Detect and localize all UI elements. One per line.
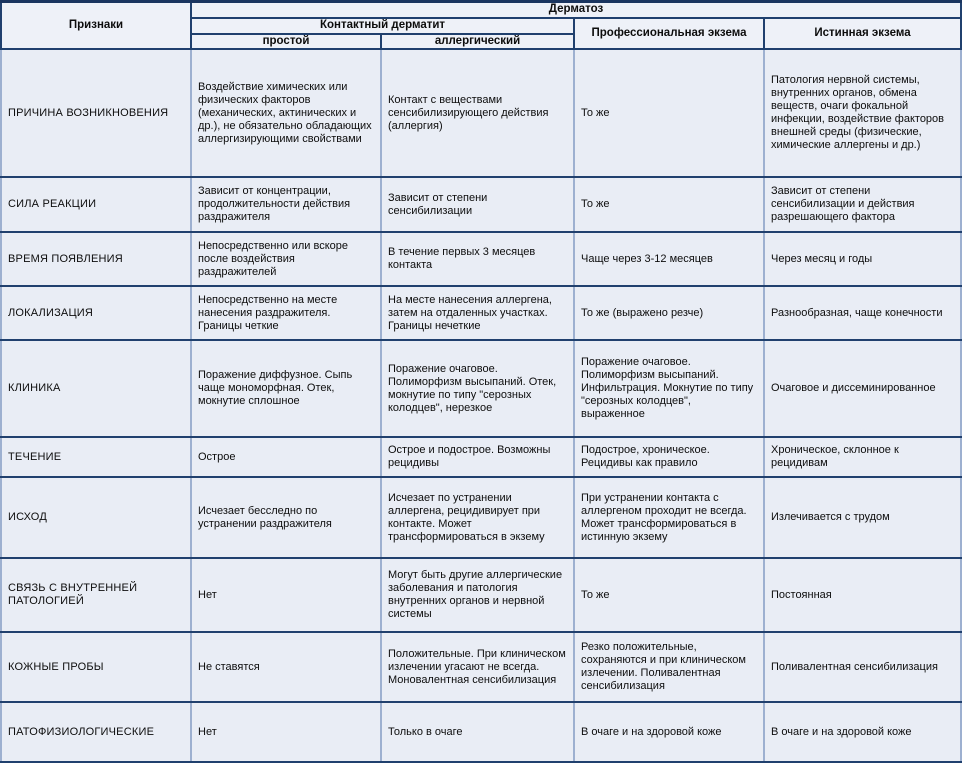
column-header-simple: простой: [191, 34, 381, 50]
column-group-dermatosis: Дерматоз: [191, 2, 961, 18]
cell-simple: Воздействие химических или физических факторов (механических, актинических и др.), не обязательно обладающих аллергизирующими свойствами: [191, 49, 381, 177]
cell-allergic: На месте нанесения аллергена, затем на отдаленных участках. Границы нечеткие: [381, 286, 574, 340]
cell-professional: То же: [574, 177, 764, 232]
cell-simple: Непосредственно или вскоре после воздействия раздражителей: [191, 232, 381, 286]
cell-true-eczema: В очаге и на здоровой коже: [764, 702, 961, 762]
table-row-onset-time: [1, 232, 961, 286]
cell-simple: Исчезает бесследно по устранении раздражителя: [191, 477, 381, 558]
table-row-pathophysiological: [1, 702, 961, 762]
row-label: ЛОКАЛИЗАЦИЯ: [1, 286, 191, 340]
cell-allergic: Зависит от степени сенсибилизации: [381, 177, 574, 232]
cell-simple: Зависит от концентрации, продолжительности действия раздражителя: [191, 177, 381, 232]
cell-simple: Поражение диффузное. Сыпь чаще мономорфная. Отек, мокнутие сплошное: [191, 340, 381, 437]
cell-professional: То же: [574, 49, 764, 177]
cell-professional: Подострое, хроническое. Рецидивы как правило: [574, 437, 764, 477]
row-label: ИСХОД: [1, 477, 191, 558]
cell-true-eczema: Очаговое и диссеминированное: [764, 340, 961, 437]
column-header-true-eczema: Истинная экзема: [764, 18, 961, 50]
table-row-reaction-strength: [1, 177, 961, 232]
cell-professional: Чаще через 3-12 месяцев: [574, 232, 764, 286]
cell-true-eczema: Постоянная: [764, 558, 961, 632]
cell-simple: Острое: [191, 437, 381, 477]
column-header-allergic: аллергический: [381, 34, 574, 50]
row-label: ВРЕМЯ ПОЯВЛЕНИЯ: [1, 232, 191, 286]
table-row-skin-tests: [1, 632, 961, 702]
cell-allergic: Поражение очаговое. Полиморфизм высыпаний. Отек, мокнутие по типу "серозных колодцев", нерезкое: [381, 340, 574, 437]
row-label: КЛИНИКА: [1, 340, 191, 437]
row-label: ПРИЧИНА ВОЗНИКНОВЕНИЯ: [1, 49, 191, 177]
cell-simple: Нет: [191, 558, 381, 632]
cell-professional: При устранении контакта с аллергеном проходит не всегда. Может трансформироваться в истинную экзему: [574, 477, 764, 558]
table-row-course: [1, 437, 961, 477]
cell-professional: То же (выражено резче): [574, 286, 764, 340]
cell-simple: Не ставятся: [191, 632, 381, 702]
cell-professional: Поражение очаговое. Полиморфизм высыпаний. Инфильтрация. Мокнутие по типу "серозных колодцев", выраженное: [574, 340, 764, 437]
cell-professional: То же: [574, 558, 764, 632]
row-label: СИЛА РЕАКЦИИ: [1, 177, 191, 232]
row-label: КОЖНЫЕ ПРОБЫ: [1, 632, 191, 702]
cell-true-eczema: Зависит от степени сенсибилизации и действия разрешающего фактора: [764, 177, 961, 232]
header-row-dermatosis: [1, 2, 961, 18]
table-row-localization: [1, 286, 961, 340]
cell-allergic: Острое и подострое. Возможны рецидивы: [381, 437, 574, 477]
cell-allergic: Контакт с веществами сенсибилизирующего действия (аллергия): [381, 49, 574, 177]
cell-allergic: Только в очаге: [381, 702, 574, 762]
cell-allergic: Положительные. При клиническом излечении угасают не всегда. Моновалентная сенсибилизация: [381, 632, 574, 702]
cell-allergic: В течение первых 3 месяцев контакта: [381, 232, 574, 286]
table-row-clinical-picture: [1, 340, 961, 437]
cell-true-eczema: Патология нервной системы, внутренних органов, обмена веществ, очаги фокальной инфекции, воздействие факторов внешней среды (физические, химические аллергены и др.): [764, 49, 961, 177]
cell-true-eczema: Поливалентная сенсибилизация: [764, 632, 961, 702]
table-row-internal-pathology-link: [1, 558, 961, 632]
cell-true-eczema: Разнообразная, чаще конечности: [764, 286, 961, 340]
table-row-outcome: [1, 477, 961, 558]
cell-simple: Нет: [191, 702, 381, 762]
column-header-professional-eczema: Профессиональная экзема: [574, 18, 764, 50]
cell-allergic: Исчезает по устранении аллергена, рецидивирует при контакте. Может трансформироваться в экзему: [381, 477, 574, 558]
row-label: ТЕЧЕНИЕ: [1, 437, 191, 477]
row-label: СВЯЗЬ С ВНУТРЕННЕЙ ПАТОЛОГИЕЙ: [1, 558, 191, 632]
row-label: ПАТОФИЗИОЛОГИЧЕСКИЕ: [1, 702, 191, 762]
cell-true-eczema: Через месяц и годы: [764, 232, 961, 286]
cell-allergic: Могут быть другие аллергические заболевания и патология внутренних органов и нервной системы: [381, 558, 574, 632]
column-header-features: Признаки: [1, 2, 191, 50]
table-row-cause: [1, 49, 961, 177]
cell-professional: В очаге и на здоровой коже: [574, 702, 764, 762]
cell-professional: Резко положительные, сохраняются и при клиническом излечении. Поливалентная сенсибилизация: [574, 632, 764, 702]
cell-simple: Непосредственно на месте нанесения раздражителя. Границы четкие: [191, 286, 381, 340]
column-group-contact-dermatitis: Контактный дерматит: [191, 18, 574, 34]
cell-true-eczema: Хроническое, склонное к рецидивам: [764, 437, 961, 477]
cell-true-eczema: Излечивается с трудом: [764, 477, 961, 558]
